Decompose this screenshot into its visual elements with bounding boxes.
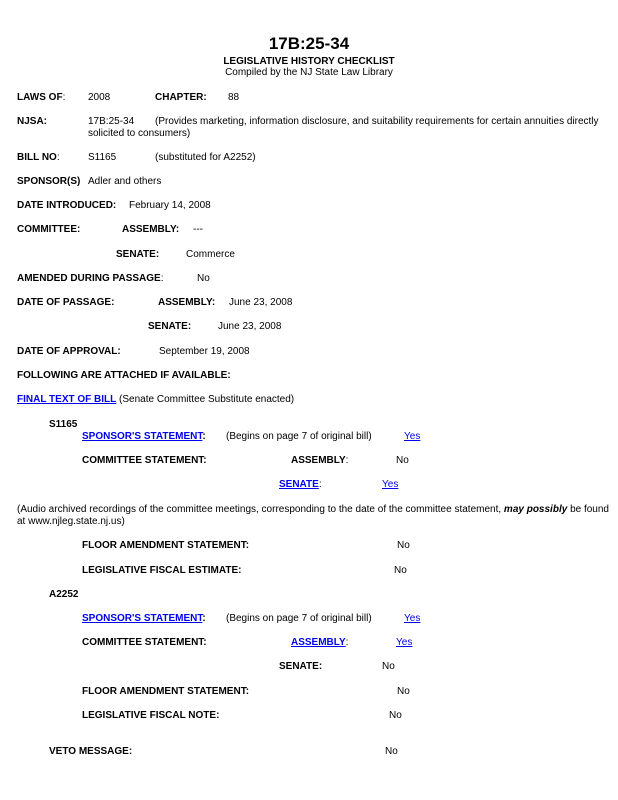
committee-senate-label: SENATE: <box>116 249 160 260</box>
final-text-row <box>17 394 294 406</box>
floor-amendment-label-1: FLOOR AMENDMENT STATEMENT: <box>82 540 250 551</box>
s1165-senate-link[interactable]: SENATE <box>279 479 319 490</box>
njsa-value: 17B:25-34 <box>88 116 135 127</box>
date-of-approval-value: September 19, 2008 <box>159 346 250 357</box>
date-introduced-label: DATE INTRODUCED: <box>17 200 117 211</box>
s1165-assembly-label: ASSEMBLY: <box>291 455 349 466</box>
date-of-approval-label: DATE OF APPROVAL: <box>17 346 121 357</box>
page-subtitle: LEGISLATIVE HISTORY CHECKLIST <box>223 56 395 67</box>
njsa-description-line1: (Provides marketing, information disclosure, and suitability requirements for certain annuities directly <box>155 116 599 127</box>
date-introduced-value: February 14, 2008 <box>129 200 211 211</box>
fiscal-note-label: LEGISLATIVE FISCAL NOTE: <box>82 710 220 721</box>
passage-senate-value: June 23, 2008 <box>218 321 282 332</box>
compiled-by: Compiled by the NJ State Law Library <box>225 67 393 78</box>
fiscal-note-value: No <box>389 710 402 721</box>
committee-label: COMMITTEE: <box>17 224 81 235</box>
committee-senate-value: Commerce <box>186 249 235 260</box>
sponsor-label: SPONSOR(S) <box>17 176 81 187</box>
passage-senate-label: SENATE: <box>148 321 192 332</box>
s1165-label: S1165 <box>49 419 78 430</box>
committee-assembly-label: ASSEMBLY: <box>122 224 180 235</box>
veto-message-label: VETO MESSAGE: <box>49 746 133 757</box>
a2252-sponsor-value-link[interactable]: Yes <box>404 613 421 624</box>
veto-message-value: No <box>385 746 398 757</box>
njsa-description-line2: solicited to consumers) <box>88 128 191 139</box>
attached-heading: FOLLOWING ARE ATTACHED IF AVAILABLE: <box>17 370 231 381</box>
a2252-committee-label: COMMITTEE STATEMENT: <box>82 637 207 648</box>
a2252-assembly-row: ASSEMBLY: <box>291 637 349 648</box>
sponsor-value: Adler and others <box>88 176 162 187</box>
s1165-sponsor-value-link[interactable]: Yes <box>404 431 421 442</box>
a2252-assembly-value-link[interactable]: Yes <box>396 637 413 648</box>
passage-assembly-value: June 23, 2008 <box>229 297 293 308</box>
audio-note-line1: (Audio archived recordings of the committee meetings, corresponding to the date of the committee statement, may possibly be found <box>17 504 609 515</box>
final-text-note: (Senate Committee Substitute enacted) <box>119 394 295 405</box>
a2252-senate-label: SENATE: <box>279 661 323 672</box>
s1165-sponsor-statement-link[interactable]: SPONSOR'S STATEMENT <box>82 431 203 442</box>
s1165-senate-value-link[interactable]: Yes <box>382 479 399 490</box>
a2252-sponsor-statement-link[interactable]: SPONSOR'S STATEMENT <box>82 613 203 624</box>
committee-assembly-value: --- <box>193 224 203 235</box>
laws-of-value: 2008 <box>88 92 111 103</box>
laws-of-label: LAWS OF: <box>17 92 66 103</box>
floor-amendment-label-2: FLOOR AMENDMENT STATEMENT: <box>82 686 250 697</box>
a2252-senate-value: No <box>382 661 395 672</box>
date-of-passage-label: DATE OF PASSAGE: <box>17 297 115 308</box>
passage-assembly-label: ASSEMBLY: <box>158 297 216 308</box>
floor-amendment-value-2: No <box>397 686 410 697</box>
s1165-sponsor-row: SPONSOR'S STATEMENT: <box>82 431 206 442</box>
amended-value: No <box>197 273 210 284</box>
s1165-assembly-value: No <box>396 455 409 466</box>
a2252-assembly-link[interactable]: ASSEMBLY <box>291 637 346 648</box>
bill-no-note: (substituted for A2252) <box>155 152 256 163</box>
s1165-senate-row: SENATE: <box>279 479 322 490</box>
chapter-value: 88 <box>228 92 240 103</box>
a2252-label: A2252 <box>49 589 79 600</box>
bill-no-label: BILL NO: <box>17 152 60 163</box>
floor-amendment-value-1: No <box>397 540 410 551</box>
amended-label: AMENDED DURING PASSAGE: <box>17 273 164 284</box>
a2252-sponsor-row: SPONSOR'S STATEMENT: <box>82 613 206 624</box>
fiscal-estimate-label: LEGISLATIVE FISCAL ESTIMATE: <box>82 565 242 576</box>
a2252-sponsor-note: (Begins on page 7 of original bill) <box>226 613 372 624</box>
chapter-label: CHAPTER: <box>155 92 207 103</box>
final-text-link[interactable]: FINAL TEXT OF BILL <box>17 394 117 405</box>
fiscal-estimate-value: No <box>394 565 407 576</box>
s1165-sponsor-note: (Begins on page 7 of original bill) <box>226 431 372 442</box>
page-title: 17B:25-34 <box>268 34 350 53</box>
bill-no-value: S1165 <box>88 152 117 163</box>
audio-note-line2: at www.njleg.state.nj.us) <box>17 516 125 527</box>
s1165-committee-label: COMMITTEE STATEMENT: <box>82 455 207 466</box>
njsa-label: NJSA: <box>17 116 48 127</box>
